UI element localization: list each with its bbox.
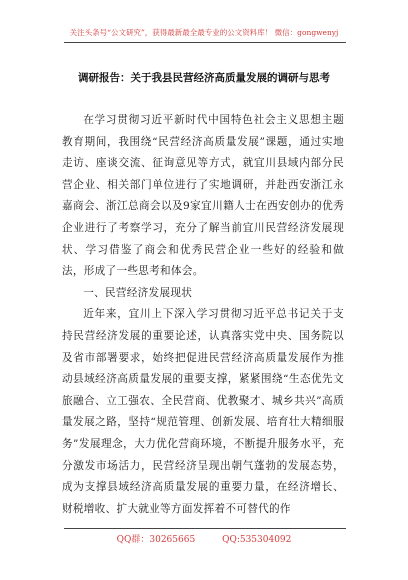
- document-title: 调研报告：关于我县民营经济高质量发展的调研与思考: [78, 72, 330, 84]
- header-banner: 关注头条号“公文研究”，获得最新最全最专业的公文资料库！ 微信：gongwenyj: [69, 28, 339, 37]
- section-paragraph: 近年来，宜川上下深入学习贯彻习近平总书记关于支持民营经济发展的重要论述，认真落实党中央、国务院以及省市部署要求，始终把促进民营经济高质量发展作为推动县域经济高质量发展的重要支撑，紧紧围绕“生态优先文旅融合、立工强农、全民营商、优教聚才、城乡共兴”高质量发展之路，坚持“规范管理、创新发展、培育壮大精细服务”发展理念，大力优化营商环境，不断提升服务水平，充分激发市场活力，民营经济呈现出朝气蓬勃的发展态势，成为支撑县域经济高质量发展的重要力量，在经济增长、财税增收、扩大就业等方面发挥着不可替代的作: [62, 308, 344, 515]
- header-divider: [64, 42, 346, 43]
- footer-contacts: [0, 532, 408, 545]
- document-body: [62, 110, 344, 520]
- footer-qq-contact: QQ:535304092: [222, 535, 292, 545]
- footer-qq-group: QQ群：30265665: [116, 535, 196, 545]
- section-heading: 一、民营经济发展现状: [83, 286, 193, 299]
- intro-paragraph: 在学习贯彻习近平新时代中国特色社会主义思想主题教育期间，我围绕“民营经济高质量发展”课题，通过实地走访、座谈交流、征询意见等方式，就宜川县域内部分民营企业、相关部门单位进行了实地调研，并赴西安浙江永嘉商会、浙江总商会以及9家宜川籍人士在西安创办的优秀企业进行了考察学习，充分了解当前宜川民营经济发展现状、学习借鉴了商会和优秀民营企业一些好的经验和做法，形成了一些思考和体会。: [62, 114, 344, 278]
- footer-divider: [64, 528, 346, 529]
